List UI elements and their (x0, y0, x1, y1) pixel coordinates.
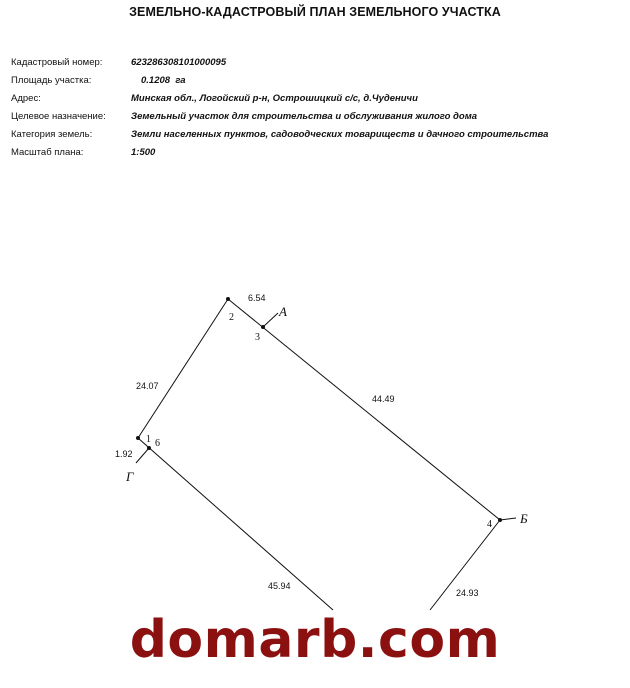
distance-6-1: 1.92 (115, 449, 133, 459)
marker-label-a: А (279, 304, 287, 319)
field-label: Масштаб плана: (11, 147, 84, 158)
marker-b-tick (500, 518, 516, 520)
vertex-2 (226, 297, 230, 301)
vertex-1 (136, 436, 140, 440)
marker-g-tick (136, 448, 149, 463)
point-label-2: 2 (229, 312, 234, 323)
distance-4-5: 24.93 (456, 588, 479, 598)
distance-5-6: 45.94 (268, 581, 291, 591)
field-label: Адрес: (11, 93, 41, 104)
boundary-line-left (138, 299, 333, 610)
field-value: 1:500 (131, 147, 156, 158)
distance-1-2: 24.07 (136, 381, 159, 391)
distance-3-4: 44.49 (372, 394, 395, 404)
field-value: Земельный участок для строительства и обслуживания жилого дома (131, 111, 478, 122)
field-label: Целевое назначение: (11, 111, 106, 122)
boundary-line-right (228, 299, 500, 610)
field-value: 623286308101000095 (131, 57, 227, 68)
field-label: Кадастровый номер: (11, 57, 103, 68)
field-label: Площадь участка: (11, 75, 92, 86)
marker-label-g: Г (126, 469, 134, 484)
distance-2-3: 6.54 (248, 293, 266, 303)
document-title: ЗЕМЕЛЬНО-КАДАСТРОВЫЙ ПЛАН ЗЕМЕЛЬНОГО УЧАСТКА (129, 5, 501, 19)
point-label-1: 1 (146, 434, 151, 445)
point-label-4: 4 (487, 519, 492, 530)
marker-a-tick (263, 313, 278, 327)
watermark-logo: domarb.com (129, 610, 501, 670)
field-label: Категория земель: (11, 129, 93, 140)
point-label-6: 6 (155, 438, 160, 449)
point-label-3: 3 (255, 332, 260, 343)
marker-label-b: Б (520, 511, 528, 526)
field-value: Минская обл., Логойский р-н, Острошицкий с/с, д.Чуденичи (131, 93, 418, 104)
field-value: 0.1208 га (141, 75, 186, 86)
field-value: Земли населенных пунктов, садоводческих товариществ и дачного строительства (131, 129, 549, 140)
